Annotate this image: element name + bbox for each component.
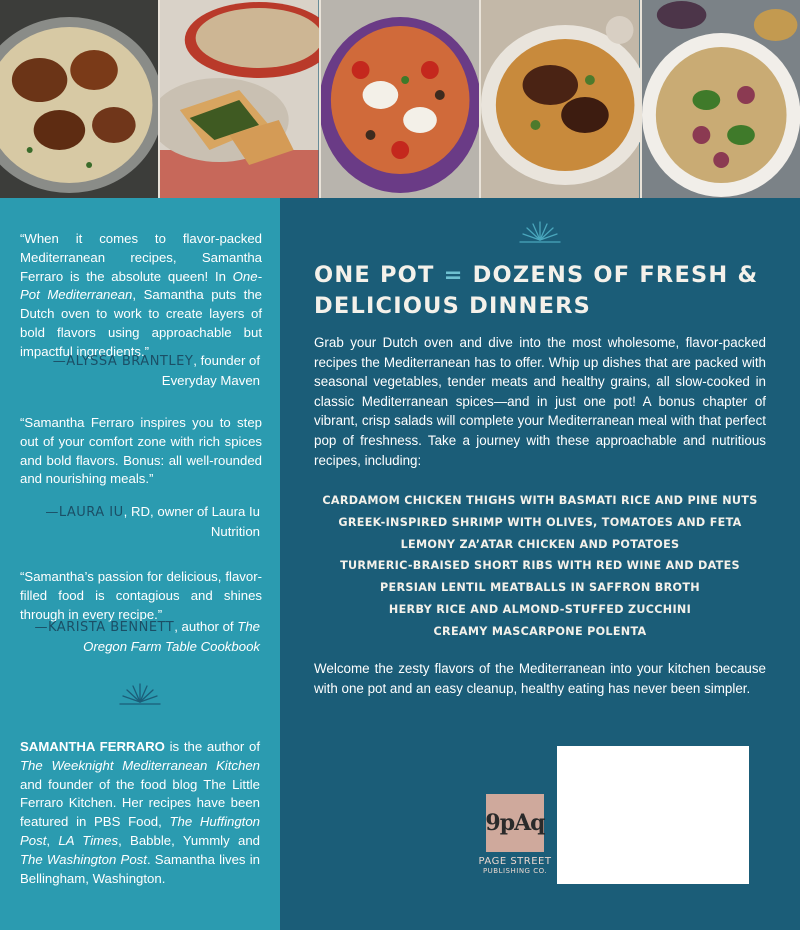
headline-equals: =: [443, 262, 464, 288]
recipe-item: TURMERIC-BRAISED SHORT RIBS WITH RED WINE AND DATES: [340, 559, 740, 573]
short-rib-photo: [481, 0, 641, 198]
quote-text: “Samantha’s passion for delicious, flavor-filled food is contagious and shines through in every recipe.”: [20, 569, 262, 622]
recipe-item: GREEK-INSPIRED SHRIMP WITH OLIVES, TOMATOES AND FETA: [338, 515, 742, 529]
quote-text: “Samantha Ferraro inspires you to step out of your comfort zone with rich spices and bold flavors. Bonus: all well-rounded and nourishing meals.”: [20, 415, 262, 487]
publisher-logo-mark: 9pAq: [486, 794, 544, 852]
publication-name: The Huffington Post: [20, 814, 261, 848]
endorsement-attribution-3: [20, 618, 260, 657]
endorsements-panel: [0, 198, 280, 930]
publisher-name: PAGE STREET: [478, 856, 552, 867]
chicken-rice-photo: [0, 0, 160, 198]
publication-name: LA Times: [58, 832, 119, 848]
endorsement-quote-3: [20, 568, 262, 624]
publisher-logo: [478, 794, 552, 875]
endorsement-attribution-2: [20, 503, 260, 542]
description-panel: [280, 198, 800, 930]
book-title: The Oregon Farm Table Cookbook: [83, 619, 260, 654]
closing-paragraph: Welcome the zesty flavors of the Mediterranean into your kitchen because with one pot and an easy cleanup, healthy eating has never been simpler.: [314, 661, 766, 696]
recipe-item: CREAMY MASCARPONE POLENTA: [433, 624, 647, 638]
book-title: The Weeknight Mediterranean Kitchen: [20, 757, 260, 773]
endorser-role: , founder of Everyday Maven: [161, 353, 260, 388]
intro-paragraph: Grab your Dutch oven and dive into the most wholesome, flavor-packed recipes the Mediterranean has to offer. Whip up dishes that are packed with seasonal vegetables, tender meats and healthy grains, all slow-cooked in classic Mediterranean spices—and in just one pot! A bonus chapter of vibrant, crisp salads will complete your Mediterranean meal with that perfect pop of freshness. Take a journey with these approachable and nutritious recipes, including:: [314, 335, 766, 468]
recipe-list: [300, 490, 780, 643]
bio-text: is the author of: [164, 739, 260, 754]
endorser-name: —KARISTA BENNETT: [34, 620, 175, 635]
photo-strip: [0, 0, 800, 198]
fig-salad-photo: [642, 0, 800, 198]
publication-name: The Washington Post: [20, 851, 147, 867]
author-bio: [20, 738, 260, 888]
endorser-name: —LAURA IU: [45, 505, 124, 520]
endorser-name: —ALYSSA BRANTLEY: [52, 354, 194, 369]
quote-text: “When it comes to flavor-packed Mediterranean recipes, Samantha Ferraro is the absolute queen! In: [20, 231, 262, 284]
sunburst-ornament-icon: [518, 220, 562, 246]
bio-text: ,: [46, 832, 59, 848]
bio-text: , Babble, Yummly and: [118, 832, 261, 848]
endorsement-quote-2: [20, 414, 262, 489]
sunburst-ornament-icon: [118, 682, 162, 708]
shrimp-tomato-pot-photo: [321, 0, 481, 198]
publisher-subtitle: PUBLISHING CO.: [482, 867, 548, 875]
book-title: One-Pot Mediterranean: [20, 268, 262, 303]
spinach-pie-photo: [160, 0, 320, 198]
endorser-role: , RD, owner of Laura Iu Nutrition: [123, 504, 260, 539]
quote-text: , Samantha puts the Dutch oven to work to create layers of bold flavors using approachable but impactful ingredients.”: [20, 287, 263, 359]
author-name: SAMANTHA FERRARO: [20, 739, 165, 754]
recipe-item: LEMONY ZA’ATAR CHICKEN AND POTATOES: [400, 537, 680, 551]
endorsement-attribution-1: [20, 352, 260, 391]
endorser-role: , author of: [174, 619, 238, 634]
bio-text: and founder of the food blog The Little Ferraro Kitchen. Her recipes have been featured in PBS Food,: [20, 776, 260, 830]
endorsement-quote-1: [20, 230, 262, 362]
barcode-area: [557, 746, 749, 884]
headline-text: DOZENS OF FRESH & DELICIOUS DINNERS: [314, 262, 759, 319]
recipe-item: CARDAMOM CHICKEN THIGHS WITH BASMATI RICE AND PINE NUTS: [322, 494, 758, 507]
bio-text: . Samantha lives in Bellingham, Washington.: [20, 851, 260, 886]
headline-text: ONE POT: [314, 262, 444, 288]
headline: [314, 260, 774, 322]
recipe-item: HERBY RICE AND ALMOND-STUFFED ZUCCHINI: [388, 602, 692, 616]
recipe-item: PERSIAN LENTIL MEATBALLS IN SAFFRON BROTH: [380, 581, 700, 595]
